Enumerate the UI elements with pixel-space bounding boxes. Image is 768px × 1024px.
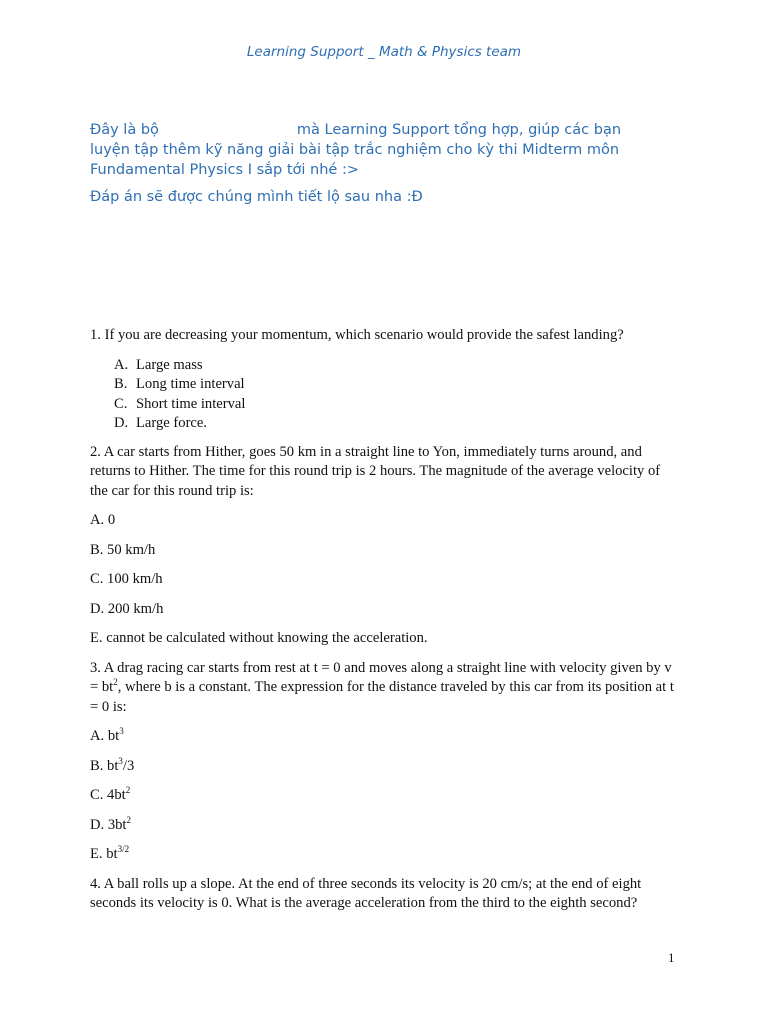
question-3-exponent: 2 bbox=[113, 677, 118, 688]
option-base: B. bt bbox=[90, 757, 119, 774]
question-2-option-c: C. 100 km/h bbox=[90, 571, 163, 587]
option-label: D. bbox=[114, 415, 129, 431]
question-3 bbox=[90, 659, 680, 718]
option-text: Long time interval bbox=[136, 376, 245, 392]
intro-line-1-end: mà Learning Support tổng hợp, giúp các bạn bbox=[296, 122, 622, 138]
option-exponent: 3 bbox=[119, 726, 124, 737]
question-2-option-e: E. cannot be calculated without knowing the acceleration. bbox=[90, 630, 428, 646]
option-base: E. bt bbox=[90, 846, 118, 862]
option-text: Large mass bbox=[136, 356, 203, 373]
answer-note: Đáp án sẽ được chúng mình tiết lộ sau nha :Đ bbox=[90, 189, 423, 205]
option-text: Short time interval bbox=[136, 395, 246, 412]
questions-section bbox=[90, 326, 680, 924]
question-2-option-b: B. 50 km/h bbox=[90, 541, 156, 558]
option-exponent: 3 bbox=[118, 755, 123, 766]
page-number: 1 bbox=[668, 950, 675, 965]
option-base: C. 4bt bbox=[90, 787, 126, 803]
question-1: 1. If you are decreasing your momentum, which scenario would provide the safest landing? bbox=[90, 327, 624, 343]
question-3-option-d bbox=[90, 816, 680, 836]
question-3-option-e bbox=[90, 845, 680, 865]
question-1-option-a bbox=[114, 356, 680, 376]
question-1-options bbox=[90, 356, 680, 434]
question-3-option-a bbox=[90, 727, 680, 747]
intro-paragraph bbox=[90, 120, 690, 180]
intro-line-3: Fundamental Physics I sắp tới nhé :> bbox=[90, 162, 359, 178]
intro-section bbox=[90, 120, 690, 207]
question-1-option-d bbox=[114, 414, 680, 434]
document-header: Learning Support _ Math & Physics team bbox=[246, 44, 522, 60]
intro-line-2: luyện tập thêm kỹ năng giải bài tập trắc nghiệm cho kỳ thi Midterm môn bbox=[90, 142, 620, 158]
question-1-option-c bbox=[114, 395, 680, 415]
question-3-option-b bbox=[90, 757, 680, 777]
question-2: 2. A car starts from Hither, goes 50 km in a straight line to Yon, immediately turns around, and returns to Hither. The time for this round trip is 2 hours. The magnitude of the average velocity of the car for this round trip is: bbox=[90, 443, 661, 499]
option-label: B. bbox=[114, 376, 128, 392]
question-3-text-end: , where b is a constant. The expression for the distance traveled by this car from its position at t = 0 is: bbox=[90, 679, 674, 715]
question-3-option-c bbox=[90, 786, 680, 806]
option-exponent: 2 bbox=[126, 814, 131, 825]
option-label: A. bbox=[114, 356, 129, 373]
intro-line-1 bbox=[90, 120, 690, 140]
question-2-option-a: A. 0 bbox=[90, 512, 116, 528]
intro-line-1-start: Đây là bộ bbox=[90, 122, 159, 138]
option-base: D. 3bt bbox=[90, 816, 127, 833]
option-tail: /3 bbox=[122, 757, 135, 774]
option-exponent: 3/2 bbox=[117, 844, 130, 855]
option-exponent: 2 bbox=[125, 785, 131, 796]
option-base: A. bt bbox=[90, 728, 120, 744]
question-1-option-b bbox=[114, 375, 680, 395]
option-label: C. bbox=[114, 395, 128, 412]
question-4: 4. A ball rolls up a slope. At the end of three seconds its velocity is 20 cm/s; at the end of eight seconds its velocity is 0. What is the average acceleration from the third to the eighth second? bbox=[90, 875, 642, 911]
question-2-option-d: D. 200 km/h bbox=[90, 600, 164, 617]
option-text: Large force. bbox=[136, 415, 208, 431]
question-3-text-start: 3. A drag racing car starts from rest at t = 0 and moves along a straight line with velocity given by v = bt bbox=[90, 659, 672, 695]
